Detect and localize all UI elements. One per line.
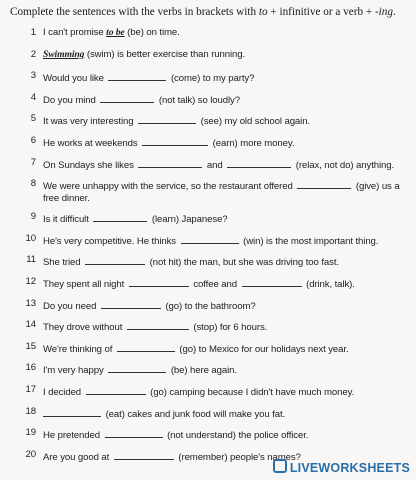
instruction-to: to [258, 6, 268, 18]
item-number: 14 [25, 319, 36, 331]
answer-blank[interactable] [86, 384, 146, 395]
item-number: 11 [26, 254, 36, 266]
sentence [43, 406, 408, 421]
exercise-item-19 [0, 423, 416, 445]
text-b: (give) us a free dinner. [43, 181, 400, 205]
text-a: He's very competitive. He thinks [43, 235, 179, 247]
text-b: (not hit) the man, but she was driving too fast. [147, 257, 339, 269]
text-b: coffee and [190, 278, 240, 290]
answer-blank[interactable] [142, 135, 208, 146]
sentence [43, 298, 408, 313]
answer-blank[interactable] [108, 70, 166, 81]
exercise-item-15 [0, 337, 416, 359]
exercise-item-8 [0, 174, 416, 207]
answer-blank[interactable] [297, 178, 351, 189]
exercise-item-18 [0, 402, 416, 424]
answer-blank-2[interactable] [227, 157, 291, 168]
exercise-item-14 [0, 315, 416, 337]
exercise-item-13 [0, 294, 416, 316]
answer-blank[interactable] [138, 157, 202, 168]
item-number: 15 [25, 340, 36, 352]
answer-filled: to be [106, 27, 125, 38]
text-b: (not talk) so loudly? [156, 94, 240, 106]
answer-blank[interactable] [85, 254, 145, 265]
answer-blank[interactable] [93, 211, 147, 222]
answer-blank-2[interactable] [242, 276, 302, 287]
liveworksheets-logo [273, 459, 410, 475]
item-number: 16 [25, 362, 36, 374]
text-b: (swim) is better exercise than running. [84, 48, 246, 60]
item-number: 8 [30, 178, 36, 190]
item-number: 4 [30, 91, 36, 103]
text-b: (not understand) the police officer. [164, 430, 309, 442]
item-number: 18 [25, 405, 36, 417]
answer-blank[interactable] [101, 298, 161, 309]
text-a: Do you mind [43, 94, 99, 106]
item-number: 3 [30, 70, 36, 82]
text-a: We were unhappy with the service, so the restaurant offered [43, 181, 296, 193]
exercise-item-11 [0, 250, 416, 272]
text-b: (go) to Mexico for our holidays next year. [176, 343, 349, 355]
item-number: 19 [25, 427, 36, 439]
text-a: He works at weekends [43, 137, 141, 149]
exercise-item-17 [0, 380, 416, 402]
text-b: (win) is the most important thing. [240, 235, 379, 247]
item-number: 10 [25, 232, 36, 244]
instruction-text: Complete the sentences with the verbs in brackets with [10, 6, 259, 18]
item-number: 13 [25, 297, 36, 309]
exercise-item-2 [0, 45, 416, 67]
answer-blank[interactable] [43, 406, 101, 417]
exercise-item-6 [0, 131, 416, 153]
text-a: I'm very happy [43, 365, 107, 377]
text-a: Do you need [43, 300, 99, 312]
exercise-item-16 [0, 358, 416, 380]
text-a: He pretended [43, 430, 103, 442]
exercise-list [0, 23, 416, 466]
text-a: I can't promise [43, 27, 107, 38]
sentence [43, 113, 408, 128]
answer-blank[interactable] [127, 319, 189, 330]
text-b: (earn) more money. [210, 137, 295, 149]
answer-blank[interactable] [181, 233, 239, 244]
answer-blank[interactable] [114, 449, 174, 460]
text-b: (be) on time. [124, 27, 180, 38]
exercise-item-7 [0, 153, 416, 175]
text-b: (go) to the bathroom? [162, 300, 256, 312]
item-number: 20 [25, 448, 36, 460]
instruction-text-2: + infinitive or a verb + [267, 6, 375, 18]
sentence [43, 233, 408, 248]
item-number: 2 [30, 48, 36, 60]
item-number: 17 [25, 383, 36, 395]
text-a: Are you good at [43, 451, 112, 463]
sentence [43, 92, 408, 107]
logo-text: LIVEWORKSHEETS [289, 461, 410, 475]
sentence [43, 427, 408, 442]
instruction-ing: -ing [374, 6, 393, 18]
text-c: (relax, not do) anything. [293, 159, 395, 171]
text-b: (see) my old school again. [198, 116, 310, 128]
exercise-item-4 [0, 88, 416, 110]
item-number: 7 [30, 156, 36, 168]
answer-blank[interactable] [108, 362, 166, 373]
exercise-item-9 [0, 207, 416, 229]
text-a: Is it difficult [43, 214, 92, 226]
sentence [43, 49, 408, 61]
text-b: (come) to my party? [168, 73, 255, 85]
text-b: (eat) cakes and junk food will make you fat. [103, 408, 286, 420]
instruction-text-3: . [392, 6, 396, 18]
text-b: (learn) Japanese? [149, 214, 228, 226]
exercise-item-10 [0, 229, 416, 251]
item-number: 9 [30, 211, 36, 223]
sentence [43, 254, 408, 269]
answer-blank[interactable] [100, 92, 154, 103]
sentence [43, 135, 408, 150]
sentence [43, 70, 408, 85]
text-c: (drink, talk). [303, 278, 355, 290]
answer-filled: Swimming [43, 48, 85, 60]
text-a: We're thinking of [43, 343, 115, 355]
exercise-item-1 [0, 23, 416, 45]
text-a: They spent all night [43, 278, 127, 290]
item-number: 12 [25, 275, 36, 287]
exercise-item-12 [0, 272, 416, 294]
item-number: 1 [30, 27, 36, 38]
answer-blank[interactable] [138, 113, 196, 124]
text-a: On Sundays she likes [43, 159, 137, 171]
text-a: They drove without [43, 322, 125, 334]
answer-blank[interactable] [129, 276, 189, 287]
sentence [43, 362, 408, 377]
text-b: (stop) for 6 hours. [190, 322, 268, 334]
text-b: (remember) people's names? [175, 451, 301, 463]
sentence [43, 27, 408, 39]
text-b: (go) camping because I didn't have much money. [147, 386, 355, 398]
liveworksheets-icon [273, 459, 287, 473]
answer-blank[interactable] [117, 341, 175, 352]
sentence [43, 276, 408, 291]
exercise-item-5 [0, 109, 416, 131]
sentence [43, 341, 408, 356]
sentence [43, 211, 408, 226]
sentence [43, 178, 408, 205]
exercise-item-3 [0, 66, 416, 88]
text-b: (be) here again. [168, 365, 237, 377]
text-a: It was very interesting [43, 116, 137, 128]
item-number: 5 [30, 113, 36, 125]
sentence [43, 319, 408, 334]
text-a: I decided [43, 386, 84, 398]
item-number: 6 [30, 134, 36, 146]
answer-blank[interactable] [105, 427, 163, 438]
text-a: Would you like [43, 73, 107, 85]
text-b: and [204, 159, 226, 171]
text-a: She tried [43, 257, 84, 269]
sentence [43, 157, 408, 172]
sentence [43, 384, 408, 399]
instruction [10, 6, 410, 18]
